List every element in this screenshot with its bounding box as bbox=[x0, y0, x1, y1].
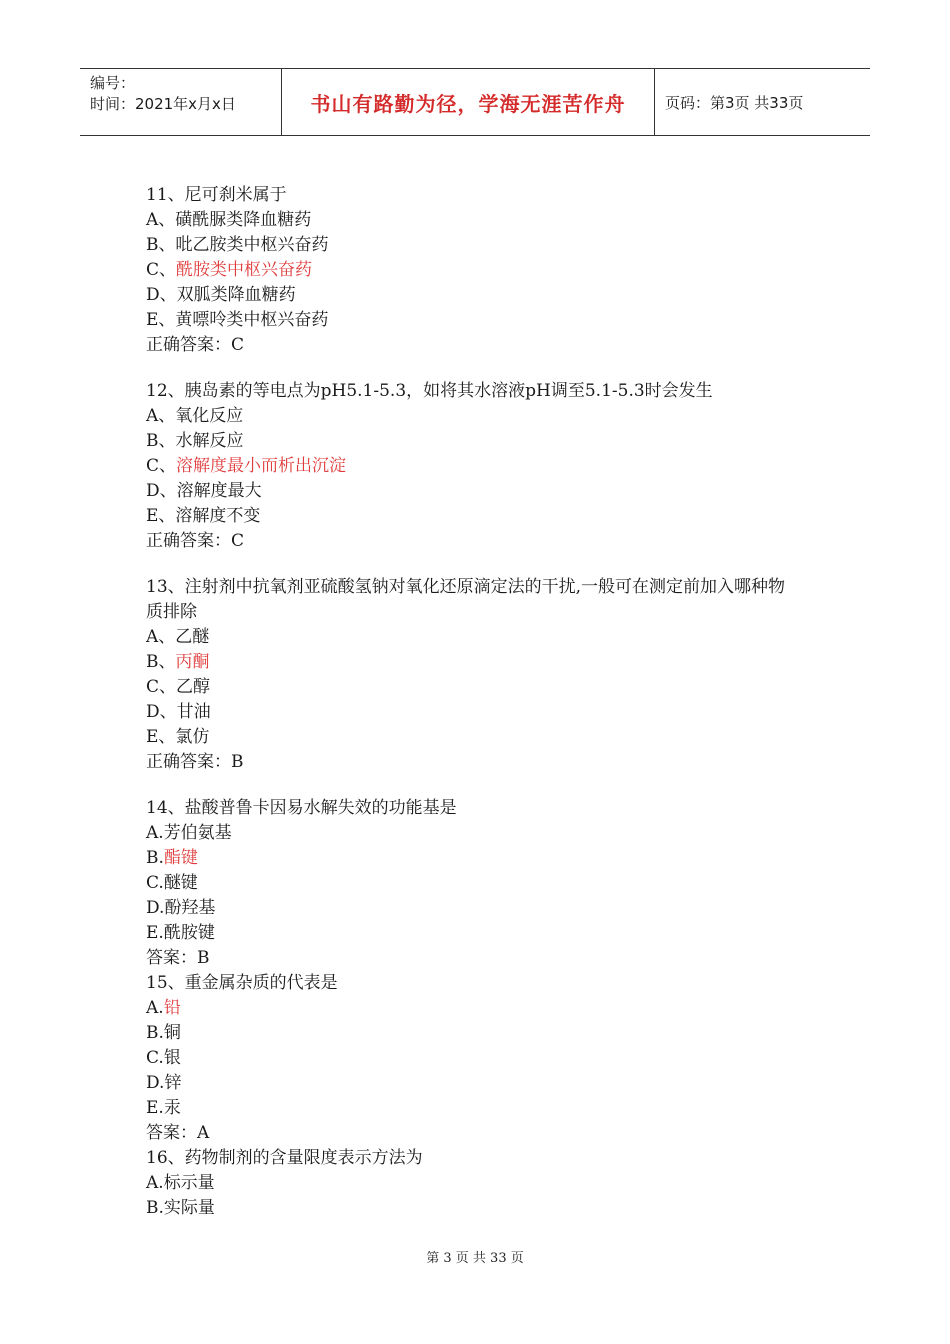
option-text: 黄嘌呤类中枢兴奋药 bbox=[175, 310, 329, 330]
page-footer: 第 3 页 共 33 页 bbox=[426, 1251, 524, 1266]
option-prefix: E. bbox=[146, 1098, 164, 1118]
option-prefix: A、 bbox=[146, 210, 176, 230]
question-option bbox=[146, 675, 806, 700]
question-block bbox=[146, 1146, 806, 1221]
option-prefix: C. bbox=[146, 873, 164, 893]
question-stem: 15、重金属杂质的代表是 bbox=[146, 973, 338, 993]
document-number-label: 编号： bbox=[90, 74, 136, 92]
answer-line: 答案：B bbox=[146, 948, 210, 968]
question-option bbox=[146, 871, 806, 896]
question-option bbox=[146, 308, 806, 333]
question-option bbox=[146, 1196, 806, 1221]
option-text-correct: 丙酮 bbox=[175, 652, 210, 672]
option-text: 银 bbox=[163, 1048, 181, 1068]
question-option bbox=[146, 404, 806, 429]
question-option bbox=[146, 1096, 806, 1121]
question-option bbox=[146, 700, 806, 725]
option-prefix: C、 bbox=[146, 456, 177, 476]
option-prefix: A. bbox=[146, 998, 164, 1018]
question-block bbox=[146, 971, 806, 1146]
header-motto-cell bbox=[282, 69, 655, 135]
option-prefix: E、 bbox=[146, 506, 176, 526]
page-header bbox=[80, 68, 870, 136]
question-block bbox=[146, 183, 806, 358]
option-text: 铜 bbox=[163, 1023, 181, 1043]
question-block bbox=[146, 575, 806, 775]
question-option bbox=[146, 821, 806, 846]
option-text: 标示量 bbox=[163, 1173, 215, 1193]
document-date-label: 时间：2021年x月x日 bbox=[90, 95, 236, 113]
option-prefix: D. bbox=[146, 1073, 165, 1093]
option-prefix: B、 bbox=[146, 235, 176, 255]
answer-line: 正确答案：C bbox=[146, 531, 245, 551]
option-prefix: C、 bbox=[146, 677, 177, 697]
option-prefix: E、 bbox=[146, 310, 176, 330]
question-list bbox=[146, 183, 806, 1221]
option-text: 醚键 bbox=[163, 873, 198, 893]
option-text: 水解反应 bbox=[175, 431, 244, 451]
option-text-correct: 铅 bbox=[163, 998, 181, 1018]
option-text: 乙醇 bbox=[176, 677, 211, 697]
option-text: 吡乙胺类中枢兴奋药 bbox=[175, 235, 329, 255]
header-meta bbox=[80, 69, 282, 135]
question-option bbox=[146, 504, 806, 529]
option-text: 芳伯氨基 bbox=[163, 823, 232, 843]
option-prefix: C. bbox=[146, 1048, 164, 1068]
option-text: 溶解度不变 bbox=[175, 506, 261, 526]
option-text: 双胍类降血糖药 bbox=[176, 285, 296, 305]
header-page-number: 页码：第3页 共33页 bbox=[665, 93, 804, 112]
question-option bbox=[146, 1046, 806, 1071]
question-option bbox=[146, 208, 806, 233]
option-prefix: A. bbox=[146, 823, 164, 843]
option-text: 锌 bbox=[164, 1073, 182, 1093]
option-text: 汞 bbox=[163, 1098, 181, 1118]
option-prefix: D、 bbox=[146, 481, 177, 501]
option-text-correct: 酰胺类中枢兴奋药 bbox=[176, 260, 313, 280]
option-prefix: B. bbox=[146, 1023, 164, 1043]
option-prefix: B. bbox=[146, 1198, 164, 1218]
question-option bbox=[146, 896, 806, 921]
question-option bbox=[146, 429, 806, 454]
answer-line: 正确答案：C bbox=[146, 335, 245, 355]
question-block bbox=[146, 796, 806, 971]
header-motto: 书山有路勤为径，学海无涯苦作舟 bbox=[310, 91, 626, 116]
answer-line: 答案：A bbox=[146, 1123, 210, 1143]
option-text: 氧化反应 bbox=[175, 406, 244, 426]
question-option bbox=[146, 921, 806, 946]
header-page-cell bbox=[655, 69, 870, 135]
option-text: 酚羟基 bbox=[164, 898, 216, 918]
option-prefix: C、 bbox=[146, 260, 177, 280]
option-prefix: D、 bbox=[146, 285, 177, 305]
question-option bbox=[146, 1071, 806, 1096]
question-option bbox=[146, 283, 806, 308]
option-prefix: D. bbox=[146, 898, 165, 918]
question-option bbox=[146, 479, 806, 504]
option-prefix: A. bbox=[146, 1173, 164, 1193]
option-text: 氯仿 bbox=[175, 727, 210, 747]
question-stem: 13、注射剂中抗氧剂亚硫酸氢钠对氧化还原滴定法的干扰,一般可在测定前加入哪种物质排除 bbox=[146, 577, 786, 622]
option-text: 溶解度最大 bbox=[176, 481, 262, 501]
question-stem: 14、盐酸普鲁卡因易水解失效的功能基是 bbox=[146, 798, 457, 818]
question-block bbox=[146, 379, 806, 554]
option-prefix: A、 bbox=[146, 406, 176, 426]
option-text: 实际量 bbox=[163, 1198, 215, 1218]
option-text: 磺酰脲类降血糖药 bbox=[175, 210, 312, 230]
question-option bbox=[146, 625, 806, 650]
option-text: 酰胺键 bbox=[163, 923, 215, 943]
question-option bbox=[146, 846, 806, 871]
question-option bbox=[146, 233, 806, 258]
question-stem: 11、尼可刹米属于 bbox=[146, 185, 287, 205]
question-option bbox=[146, 650, 806, 675]
question-stem: 16、药物制剂的含量限度表示方法为 bbox=[146, 1148, 423, 1168]
option-text-correct: 溶解度最小而析出沉淀 bbox=[176, 456, 347, 476]
question-option bbox=[146, 725, 806, 750]
option-prefix: D、 bbox=[146, 702, 177, 722]
question-option bbox=[146, 258, 806, 283]
answer-line: 正确答案：B bbox=[146, 752, 244, 772]
question-option bbox=[146, 1021, 806, 1046]
question-stem: 12、胰岛素的等电点为pH5.1-5.3，如将其水溶液pH调至5.1-5.3时会发生 bbox=[146, 381, 713, 401]
option-prefix: A、 bbox=[146, 627, 176, 647]
question-option bbox=[146, 996, 806, 1021]
option-text: 甘油 bbox=[176, 702, 211, 722]
option-prefix: E. bbox=[146, 923, 164, 943]
option-prefix: B. bbox=[146, 848, 164, 868]
option-prefix: E、 bbox=[146, 727, 176, 747]
question-option bbox=[146, 1171, 806, 1196]
option-prefix: B、 bbox=[146, 431, 176, 451]
question-option bbox=[146, 454, 806, 479]
option-text-correct: 酯键 bbox=[163, 848, 198, 868]
option-prefix: B、 bbox=[146, 652, 176, 672]
option-text: 乙醚 bbox=[175, 627, 210, 647]
